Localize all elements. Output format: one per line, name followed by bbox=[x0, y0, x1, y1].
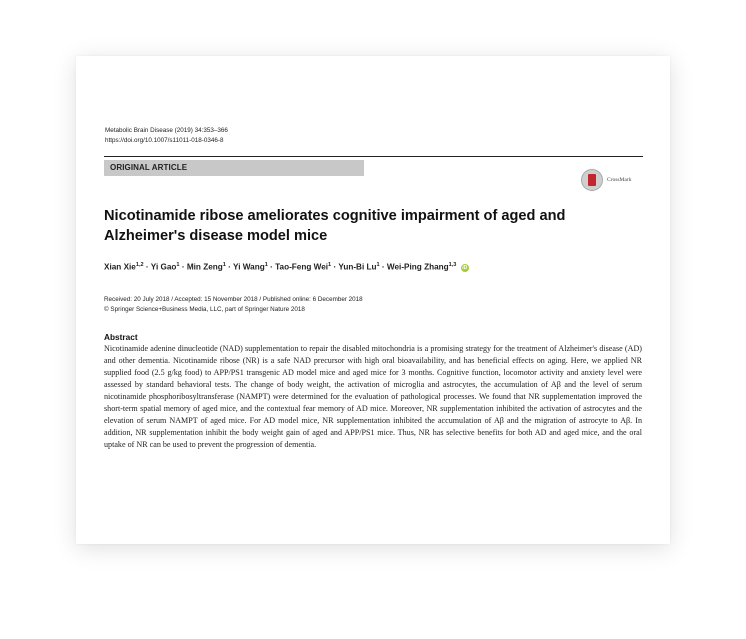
header-rule bbox=[104, 156, 643, 157]
abstract-heading: Abstract bbox=[104, 332, 138, 342]
publication-dates: Received: 20 July 2018 / Accepted: 15 November 2018 / Published online: 6 December 2018 bbox=[104, 296, 363, 303]
author-affiliation: 1 bbox=[376, 262, 380, 268]
publication-history bbox=[104, 295, 363, 315]
author-name: Yi Gao bbox=[150, 262, 177, 272]
author-affiliation: 1 bbox=[264, 262, 268, 268]
doi-link[interactable]: https://doi.org/10.1007/s11011-018-0346-8 bbox=[105, 137, 224, 144]
author-name: Wei-Ping Zhang bbox=[386, 262, 449, 272]
article-type-bar: ORIGINAL ARTICLE bbox=[104, 160, 364, 176]
paper-page bbox=[76, 56, 670, 544]
author-affiliation: 1,3 bbox=[448, 262, 457, 268]
author-affiliation: 1,2 bbox=[135, 262, 144, 268]
journal-citation: Metabolic Brain Disease (2019) 34:353–366 bbox=[105, 127, 228, 134]
crossmark-label: CrossMark bbox=[607, 177, 632, 183]
paper-title: Nicotinamide ribose ameliorates cognitive impairment of aged and Alzheimer's disease model mice bbox=[104, 208, 566, 244]
crossmark-icon bbox=[581, 169, 603, 191]
author-affiliation: 1 bbox=[176, 262, 180, 268]
author-name: Yun-Bi Lu bbox=[338, 262, 377, 272]
author-affiliation: 1 bbox=[222, 262, 226, 268]
crossmark-button[interactable] bbox=[581, 169, 651, 193]
copyright-line: © Springer Science+Business Media, LLC, part of Springer Nature 2018 bbox=[104, 306, 305, 313]
author-name: Min Zeng bbox=[186, 262, 223, 272]
author-name: Tao-Feng Wei bbox=[275, 262, 329, 272]
author-name: Xian Xie bbox=[104, 262, 136, 272]
author-name: Yi Wang bbox=[233, 262, 265, 272]
author-list: Xian Xie$^{1,2}$ · Yi Gao$^1$ · Min Zeng$^1$ · Yi Wang$^1$ · Tao-Feng Wei$^1$ · Yun-Bi $Lu^1$ · Wei-Ping Zhang$^{1,3}$ iD bbox=[104, 262, 468, 272]
author-affiliation: 1 bbox=[328, 262, 332, 268]
orcid-icon[interactable]: iD bbox=[462, 264, 468, 271]
abstract-text: Nicotinamide adenine dinucleotide (NAD) supplementation to repair the disabled mitochondria is a promising strategy for the treatment of Alzheimer's disease (AD) and other dementia. Nicotinamide ribose (NR) is a safe NAD precursor with high oral bioavailability, and has beneficial effects on aging. Here, we applied NR supplied food (2.5 g/kg food) to APP/PS1 transgenic AD model mice and aged mice for 3 months. Cognitive function, locomotor activity and anxiety level were assessed by standard behavioral tests. The change of body weight, the activation of microglia and astrocytes, the accumulation of Aβ and the level of serum nicotinamide phosphoribosyltransferase (NAMPT) were determined for the evaluation of pathological processes. We found that NR supplementation improved the short-term spatial memory of aged mice, and the contextual fear memory of AD mice. Moreover, NR supplementation inhibited the activation of astrocytes and the elevation of serum NAMPT of aged mice. For AD model mice, NR supplementation inhibited the accumulation of Aβ and the migration of astrocyte to Aβ. In addition, NR supplementation inhibit the body weight gain of aged and APP/PS1 mice. Thus, NR has selective benefits for both AD and aged mice, and the oral uptake of NR can be used to prevent the progression of dementia. bbox=[104, 344, 642, 449]
